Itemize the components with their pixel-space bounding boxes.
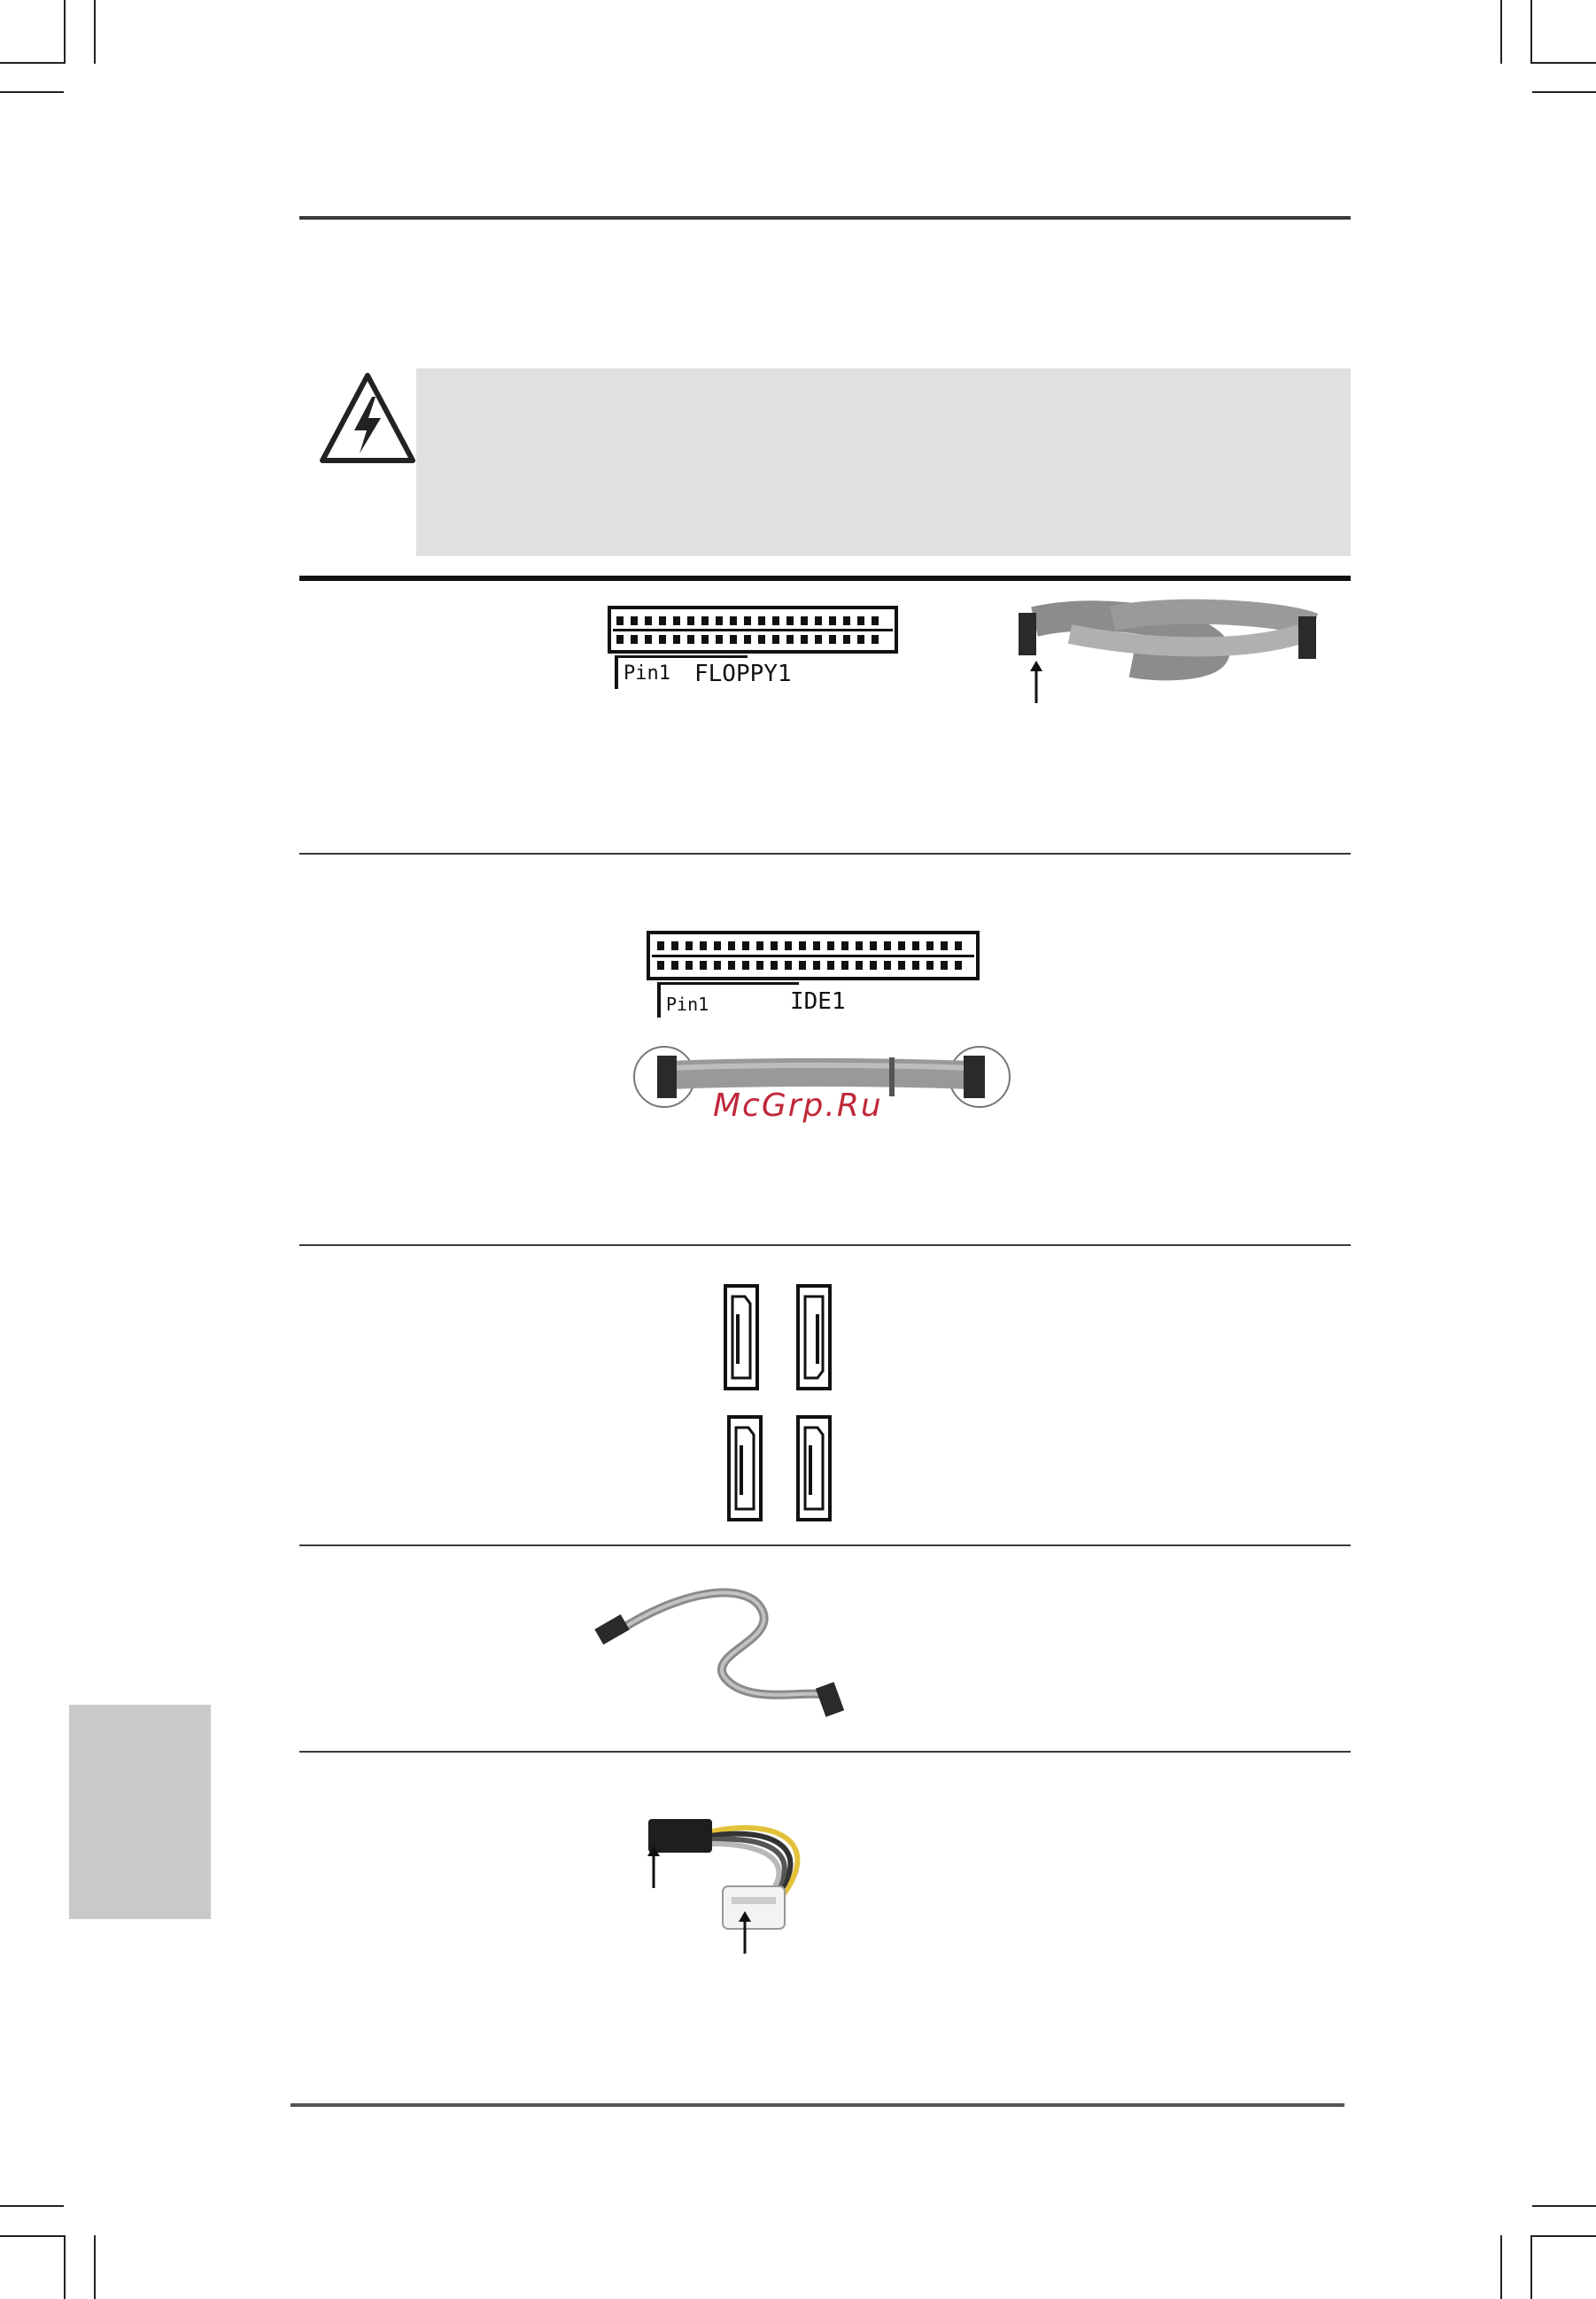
warning-box	[416, 368, 1351, 556]
section-rule	[299, 853, 1351, 855]
ide-connector-label: IDE1	[790, 988, 846, 1015]
floppy-connector-label: FLOPPY1	[694, 661, 792, 687]
ide-pin-label: Pin1	[666, 994, 709, 1015]
section-rule	[299, 1544, 1351, 1546]
watermark: McGrp.Ru	[713, 1088, 883, 1124]
sata-power-arrow	[645, 1846, 662, 1890]
footer-rule	[291, 2103, 1344, 2107]
sata-data-cable-photo	[592, 1582, 857, 1715]
header-rule	[299, 216, 1351, 220]
section-rule	[299, 1244, 1351, 1246]
floppy-pin-label: Pin1	[624, 662, 670, 685]
sata-connectors-diagram	[722, 1282, 837, 1523]
floppy-cable-photo	[1017, 599, 1320, 709]
molex-power-arrow	[736, 1911, 754, 1955]
section-rule-thick	[299, 576, 1351, 581]
side-language-tab	[69, 1705, 211, 1919]
section-rule	[299, 1751, 1351, 1753]
floppy-pin1-arrow	[1027, 661, 1045, 705]
warning-icon	[319, 372, 416, 465]
